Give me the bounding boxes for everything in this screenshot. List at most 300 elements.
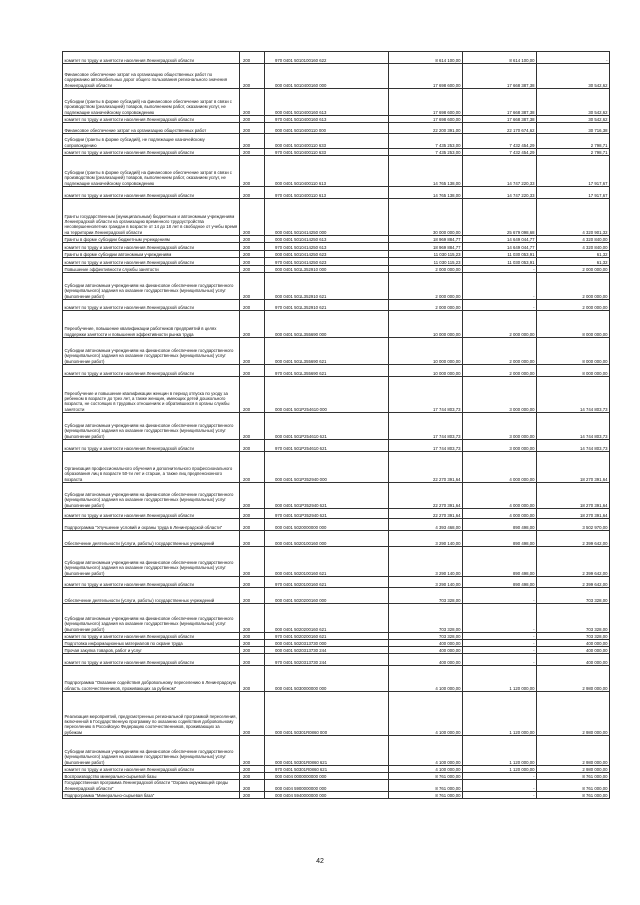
budget-classification-code-cell: 000 0401 5010400110 633 [265, 134, 389, 149]
executed-cell: - [463, 640, 537, 647]
line-code-cell: 200 [240, 666, 265, 692]
approved-budget-cell: 7 435 253,00 [389, 149, 463, 156]
table-row [63, 311, 610, 338]
budget-classification-code-cell: 000 0401 5010400160 000 [265, 64, 389, 89]
unexecuted-cell: 400 000,00 [537, 647, 610, 654]
approved-budget-cell: 400 000,00 [389, 647, 463, 654]
approved-budget-cell: 3 290 140,00 [389, 547, 463, 577]
unexecuted-cell: 14 744 803,73 [537, 440, 610, 452]
indicator-name-cell: Подпрограмма "Оказание содействия добровольному переселению в Ленинградскую область соотечественников, проживающих за рубежом" [63, 666, 240, 692]
unexecuted-cell: 2 980 000,00 [537, 666, 610, 692]
line-code-cell: 200 [240, 365, 265, 377]
executed-cell: 25 679 098,68 [463, 199, 537, 236]
indicator-name-cell: Подпрограмма "Улучшение условий и охраны труда в Ленинградской области" [63, 519, 240, 531]
approved-budget-cell: 8 761 000,00 [389, 773, 463, 780]
executed-cell: 3 000 000,00 [463, 413, 537, 440]
budget-classification-code-cell: 970 0401 5020200160 621 [265, 633, 389, 640]
executed-cell: 3 000 000,00 [463, 377, 537, 413]
executed-cell: 4 000 000,00 [463, 509, 537, 519]
budget-classification-code-cell: 970 0401 5010414250 623 [265, 258, 389, 266]
unexecuted-cell: 8 761 000,00 [537, 780, 610, 792]
executed-cell: 7 432 454,29 [463, 134, 537, 149]
indicator-name-cell: Финансовое обеспечение затрат на организацию общественных работ по содержанию автомобильных дорог общего пользования регионального значения Ленинградской области [63, 64, 240, 89]
indicator-name-cell: Гранты в форме субсидии бюджетным учреждениям [63, 236, 240, 243]
indicator-name-cell: Субсидии автономным учреждениям на финансовое обеспечение государственного (муниципального) задания на оказание государственных (муниципальных) услуг (выполнение работ) [63, 273, 240, 300]
indicator-name-cell: Прочая закупка товаров, работ и услуг [63, 647, 240, 654]
executed-cell: 17 668 387,38 [463, 116, 537, 123]
line-code-cell: 200 [240, 780, 265, 792]
unexecuted-cell: 8 000 000,00 [537, 365, 610, 377]
budget-execution-table [62, 51, 610, 799]
table-row [63, 134, 610, 149]
unexecuted-cell: 17 917,67 [537, 156, 610, 187]
table-row [63, 236, 610, 243]
approved-budget-cell: 7 435 253,00 [389, 134, 463, 149]
indicator-name-cell: комитет по труду и занятости населения Ленинградской области [63, 509, 240, 519]
table-row [63, 187, 610, 199]
budget-classification-code-cell: 000 0401 5020200160 621 [265, 604, 389, 633]
line-code-cell: 200 [240, 149, 265, 156]
indicator-name-cell: Подпрограмма "Минерально-сырьевая база" [63, 792, 240, 799]
approved-budget-cell: 703 328,00 [389, 588, 463, 604]
approved-budget-cell: 17 744 803,73 [389, 413, 463, 440]
table-row [63, 736, 610, 766]
budget-classification-code-cell: 000 0401 5020100160 621 [265, 547, 389, 577]
approved-budget-cell: 22 270 391,64 [389, 483, 463, 509]
table-row [63, 766, 610, 773]
table-row [63, 640, 610, 647]
executed-cell: - [463, 780, 537, 792]
line-code-cell: 200 [240, 377, 265, 413]
unexecuted-cell: 30 542,62 [537, 89, 610, 116]
table-row [63, 773, 610, 780]
unexecuted-cell: 4 320 901,32 [537, 199, 610, 236]
unexecuted-cell: 14 744 803,73 [537, 377, 610, 413]
executed-cell: - [463, 604, 537, 633]
executed-cell: 2 000 000,00 [463, 338, 537, 365]
budget-classification-code-cell: 000 0401 501L352910 000 [265, 266, 389, 273]
line-code-cell: 200 [240, 123, 265, 134]
line-code-cell: 200 [240, 440, 265, 452]
budget-classification-code-cell: 970 0401 5020100160 621 [265, 577, 389, 588]
unexecuted-cell: 4 320 840,00 [537, 243, 610, 251]
approved-budget-cell: 2 000 000,00 [389, 273, 463, 300]
executed-cell: 1 120 000,00 [463, 736, 537, 766]
line-code-cell: 200 [240, 89, 265, 116]
indicator-name-cell: комитет по труду и занятости населения Ленинградской области [63, 633, 240, 640]
unexecuted-cell: 61,32 [537, 258, 610, 266]
unexecuted-cell: 400 000,00 [537, 640, 610, 647]
budget-classification-code-cell: 000 0401 5020313730 244 [265, 647, 389, 654]
budget-classification-code-cell: 000 0401 5010400110 000 [265, 123, 389, 134]
approved-budget-cell: 8 614 100,00 [389, 52, 463, 64]
table-row [63, 531, 610, 547]
executed-cell: 14 649 044,77 [463, 243, 537, 251]
line-code-cell: 200 [240, 547, 265, 577]
approved-budget-cell: 11 030 115,23 [389, 258, 463, 266]
budget-classification-code-cell: 970 0401 501P352940 621 [265, 509, 389, 519]
table-row [63, 452, 610, 483]
budget-classification-code-cell: 000 0401 5020100160 000 [265, 531, 389, 547]
line-code-cell: 200 [240, 243, 265, 251]
indicator-name-cell: комитет по труду и занятости населения Ленинградской области [63, 52, 240, 64]
line-code-cell: 200 [240, 766, 265, 773]
indicator-name-cell: Субсидии автономным учреждениям на финансовое обеспечение государственного (муниципального) задания на оказание государственных (муниципальных) услуг (выполнение работ) [63, 736, 240, 766]
indicator-name-cell: комитет по труду и занятости населения Ленинградской области [63, 116, 240, 123]
indicator-name-cell: Субсидии автономным учреждениям на финансовое обеспечение государственного (муниципального) задания на оказание государственных (муниципальных) услуг (выполнение работ) [63, 547, 240, 577]
indicator-name-cell: комитет по труду и занятости населения Ленинградской области [63, 365, 240, 377]
line-code-cell: 200 [240, 577, 265, 588]
budget-classification-code-cell: 000 0401 50301R0860 621 [265, 736, 389, 766]
unexecuted-cell: 2 399 642,00 [537, 577, 610, 588]
budget-classification-code-cell: 970 0401 501L355690 621 [265, 365, 389, 377]
budget-classification-code-cell: 000 0404 0000000000 000 [265, 773, 389, 780]
line-code-cell: 200 [240, 187, 265, 199]
page-number: 42 [316, 858, 324, 865]
unexecuted-cell: 30 542,62 [537, 64, 610, 89]
unexecuted-cell: 2 399 642,00 [537, 531, 610, 547]
approved-budget-cell: 10 000 000,00 [389, 311, 463, 338]
line-code-cell: 200 [240, 792, 265, 799]
executed-cell: 890 498,00 [463, 577, 537, 588]
unexecuted-cell: 18 270 391,64 [537, 509, 610, 519]
budget-classification-code-cell: 000 0401 5030000000 000 [265, 666, 389, 692]
line-code-cell: 200 [240, 519, 265, 531]
unexecuted-cell: 400 000,00 [537, 654, 610, 666]
table-row [63, 273, 610, 300]
table-row [63, 604, 610, 633]
executed-cell: 4 000 000,00 [463, 452, 537, 483]
executed-cell: - [463, 773, 537, 780]
table-row [63, 266, 610, 273]
line-code-cell: 200 [240, 640, 265, 647]
unexecuted-cell: 18 270 391,64 [537, 483, 610, 509]
unexecuted-cell: - [537, 52, 610, 64]
line-code-cell: 200 [240, 199, 265, 236]
indicator-name-cell: комитет по труду и занятости населения Ленинградской области [63, 149, 240, 156]
budget-classification-code-cell: 970 0401 5010100160 622 [265, 52, 389, 64]
executed-cell: 14 649 044,77 [463, 236, 537, 243]
approved-budget-cell: 11 030 115,23 [389, 251, 463, 258]
line-code-cell: 200 [240, 156, 265, 187]
unexecuted-cell: 2 000 000,00 [537, 273, 610, 300]
budget-classification-code-cell: 970 0401 5010400110 633 [265, 149, 389, 156]
unexecuted-cell: 4 320 840,00 [537, 236, 610, 243]
unexecuted-cell: 2 000 000,00 [537, 266, 610, 273]
unexecuted-cell: 2 980 000,00 [537, 766, 610, 773]
approved-budget-cell: 703 328,00 [389, 604, 463, 633]
approved-budget-cell: 22 200 391,00 [389, 123, 463, 134]
line-code-cell: 200 [240, 452, 265, 483]
approved-budget-cell: 10 000 000,00 [389, 365, 463, 377]
approved-budget-cell: 4 100 000,00 [389, 736, 463, 766]
budget-classification-code-cell: 970 0401 5010400110 613 [265, 187, 389, 199]
table-body [63, 52, 610, 799]
line-code-cell: 200 [240, 692, 265, 736]
approved-budget-cell: 17 744 803,73 [389, 440, 463, 452]
indicator-name-cell: Субсидии автономным учреждениям на финансовое обеспечение государственного (муниципального) задания на оказание государственных (муниципальных) услуг (выполнение работ) [63, 413, 240, 440]
indicator-name-cell: Переобучение, повышение квалификации работников предприятий в целях поддержки занятости и повышения эффективности рынка труда [63, 311, 240, 338]
executed-cell: 14 747 220,33 [463, 156, 537, 187]
line-code-cell: 200 [240, 531, 265, 547]
table-row [63, 377, 610, 413]
table-row [63, 509, 610, 519]
line-code-cell: 200 [240, 483, 265, 509]
indicator-name-cell: Государственная программа Ленинградской области "Охрана окружающей среды Ленинградской области" [63, 780, 240, 792]
executed-cell: 1 120 000,00 [463, 766, 537, 773]
indicator-name-cell: Гранты государственным (муниципальным) бюджетным и автономным учреждениям Ленинградской области на организацию временного трудоустройства несовершеннолетних граждан в возрасте от 14 до 18 лет в свободное от учебы время на территории Ленинградской области [63, 199, 240, 236]
line-code-cell: 200 [240, 647, 265, 654]
line-code-cell: 200 [240, 413, 265, 440]
executed-cell: 22 170 674,62 [463, 123, 537, 134]
indicator-name-cell: Субсидии (гранты в форме субсидий), не подлежащие казначейскому сопровождению [63, 134, 240, 149]
budget-classification-code-cell: 000 0401 501L352910 621 [265, 273, 389, 300]
executed-cell: - [463, 273, 537, 300]
executed-cell: 890 498,00 [463, 531, 537, 547]
unexecuted-cell: 2 980 000,00 [537, 692, 610, 736]
table-row [63, 89, 610, 116]
budget-classification-code-cell: 000 0401 5010400110 613 [265, 156, 389, 187]
budget-classification-code-cell: 970 0401 5010414250 613 [265, 243, 389, 251]
budget-classification-code-cell: 000 0401 5010414250 613 [265, 236, 389, 243]
budget-classification-code-cell: 000 0401 501P352940 000 [265, 452, 389, 483]
table-row [63, 647, 610, 654]
table-row [63, 413, 610, 440]
table-row [63, 577, 610, 588]
budget-classification-code-cell: 000 0401 501P254610 621 [265, 413, 389, 440]
unexecuted-cell: 30 716,38 [537, 123, 610, 134]
indicator-name-cell: комитет по труду и занятости населения Ленинградской области [63, 440, 240, 452]
indicator-name-cell: комитет по труду и занятости населения Ленинградской области [63, 766, 240, 773]
executed-cell: 17 668 387,38 [463, 64, 537, 89]
table-row [63, 365, 610, 377]
executed-cell: - [463, 266, 537, 273]
line-code-cell: 200 [240, 116, 265, 123]
unexecuted-cell: 703 328,00 [537, 604, 610, 633]
approved-budget-cell: 17 698 600,00 [389, 89, 463, 116]
line-code-cell: 200 [240, 509, 265, 519]
executed-cell: 1 120 000,00 [463, 666, 537, 692]
budget-classification-code-cell: 000 0401 50301R0860 000 [265, 692, 389, 736]
unexecuted-cell: 18 270 391,64 [537, 452, 610, 483]
table-row [63, 633, 610, 640]
budget-classification-code-cell: 000 0404 5940000000 000 [265, 792, 389, 799]
unexecuted-cell: 8 761 000,00 [537, 773, 610, 780]
approved-budget-cell: 4 100 000,00 [389, 766, 463, 773]
indicator-name-cell: Гранты в форме субсидии автономным учреждениям [63, 251, 240, 258]
indicator-name-cell: Переобучение и повышение квалификации женщин в период отпуска по уходу за ребенком в возрасте до трех лет, а также женщин, имеющих детей дошкольного возраста, не состоящих в трудовых отношениях и обратившихся в органы службы занятости [63, 377, 240, 413]
approved-budget-cell: 3 290 140,00 [389, 577, 463, 588]
budget-classification-code-cell: 000 0401 501L355690 621 [265, 338, 389, 365]
executed-cell: 4 000 000,00 [463, 483, 537, 509]
unexecuted-cell: 17 917,67 [537, 187, 610, 199]
line-code-cell: 200 [240, 338, 265, 365]
line-code-cell: 200 [240, 273, 265, 300]
line-code-cell: 200 [240, 236, 265, 243]
budget-classification-code-cell: 000 0401 5010414250 623 [265, 251, 389, 258]
budget-classification-code-cell: 970 0401 50301R0860 621 [265, 766, 389, 773]
indicator-name-cell: Субсидии автономным учреждениям на финансовое обеспечение государственного (муниципального) задания на оказание государственных (муниципальных) услуг (выполнение работ) [63, 483, 240, 509]
executed-cell: 11 030 053,91 [463, 258, 537, 266]
indicator-name-cell: Финансовое обеспечение затрат на организацию общественных работ [63, 123, 240, 134]
table-row [63, 156, 610, 187]
indicator-name-cell: Обеспечение деятельности (услуги, работы) государственных учреждений [63, 588, 240, 604]
executed-cell: - [463, 300, 537, 311]
indicator-name-cell: комитет по труду и занятости населения Ленинградской области [63, 300, 240, 311]
table-row [63, 243, 610, 251]
approved-budget-cell: 8 761 000,00 [389, 780, 463, 792]
unexecuted-cell: 2 980 000,00 [537, 736, 610, 766]
indicator-name-cell: Реализация мероприятий, предусмотренных региональной программой переселения, включенной в Государственную программу по оказанию содействия добровольному переселению в Российскую Федерацию соотечественников, проживающих за рубежом [63, 692, 240, 736]
executed-cell: 8 614 100,00 [463, 52, 537, 64]
approved-budget-cell: 4 100 000,00 [389, 666, 463, 692]
line-code-cell: 200 [240, 633, 265, 640]
approved-budget-cell: 14 765 138,00 [389, 156, 463, 187]
budget-classification-code-cell: 000 0401 5010400160 613 [265, 89, 389, 116]
executed-cell: - [463, 654, 537, 666]
executed-cell: 2 000 000,00 [463, 311, 537, 338]
table-row [63, 258, 610, 266]
table-row [63, 440, 610, 452]
line-code-cell: 200 [240, 251, 265, 258]
line-code-cell: 200 [240, 604, 265, 633]
table-row [63, 251, 610, 258]
executed-cell: 11 030 053,91 [463, 251, 537, 258]
executed-cell: 890 498,00 [463, 519, 537, 531]
table-row [63, 483, 610, 509]
unexecuted-cell: 703 328,00 [537, 588, 610, 604]
approved-budget-cell: 17 744 803,73 [389, 377, 463, 413]
line-code-cell: 200 [240, 266, 265, 273]
approved-budget-cell: 4 393 468,00 [389, 519, 463, 531]
unexecuted-cell: 3 502 970,00 [537, 519, 610, 531]
line-code-cell: 200 [240, 654, 265, 666]
table-row [63, 199, 610, 236]
table-row [63, 692, 610, 736]
indicator-name-cell: Субсидии автономным учреждениям на финансовое обеспечение государственного (муниципального) задания на оказание государственных (муниципальных) услуг (выполнение работ) [63, 604, 240, 633]
table-row [63, 123, 610, 134]
table-row [63, 149, 610, 156]
approved-budget-cell: 22 270 391,64 [389, 509, 463, 519]
indicator-name-cell: комитет по труду и занятости населения Ленинградской области [63, 258, 240, 266]
table-row [63, 780, 610, 792]
table-row [63, 52, 610, 64]
indicator-name-cell: Субсидии автономным учреждениям на финансовое обеспечение государственного (муниципального) задания на оказание государственных (муниципальных) услуг (выполнение работ) [63, 338, 240, 365]
table-row [63, 338, 610, 365]
approved-budget-cell: 17 698 600,00 [389, 64, 463, 89]
indicator-name-cell: Воспроизводство минерально-сырьевой базы [63, 773, 240, 780]
table-row [63, 654, 610, 666]
approved-budget-cell: 14 765 138,00 [389, 187, 463, 199]
executed-cell: 890 498,00 [463, 547, 537, 577]
approved-budget-cell: 2 000 000,00 [389, 266, 463, 273]
indicator-name-cell: Повышение эффективности службы занятости [63, 266, 240, 273]
approved-budget-cell: 8 761 000,00 [389, 792, 463, 799]
executed-cell: 7 432 454,29 [463, 149, 537, 156]
line-code-cell: 200 [240, 52, 265, 64]
line-code-cell: 200 [240, 311, 265, 338]
approved-budget-cell: 17 698 600,00 [389, 116, 463, 123]
unexecuted-cell: 2 399 642,00 [537, 547, 610, 577]
line-code-cell: 200 [240, 258, 265, 266]
indicator-name-cell: комитет по труду и занятости населения Ленинградской области [63, 577, 240, 588]
budget-classification-code-cell: 970 0401 5010400160 613 [265, 116, 389, 123]
budget-classification-code-cell: 000 0401 5020000000 000 [265, 519, 389, 531]
table-row [63, 116, 610, 123]
budget-classification-code-cell: 000 0401 5020200160 000 [265, 588, 389, 604]
line-code-cell: 200 [240, 736, 265, 766]
line-code-cell: 200 [240, 588, 265, 604]
budget-classification-code-cell: 000 0404 5900000000 000 [265, 780, 389, 792]
indicator-name-cell: Субсидии (гранты в форме субсидий) на финансовое обеспечение затрат в связи с производством (реализацией) товаров, выполнением работ, оказанием услуг, не подлежащие казначейскому сопровождению [63, 156, 240, 187]
indicator-name-cell: Обеспечение деятельности (услуги, работы) государственных учреждений [63, 531, 240, 547]
indicator-name-cell: Подготовка информационных материалов по охране труда [63, 640, 240, 647]
unexecuted-cell: 30 542,62 [537, 116, 610, 123]
executed-cell: - [463, 647, 537, 654]
unexecuted-cell: 8 000 000,00 [537, 338, 610, 365]
unexecuted-cell: 703 328,00 [537, 633, 610, 640]
line-code-cell: 200 [240, 64, 265, 89]
executed-cell: 14 747 220,33 [463, 187, 537, 199]
unexecuted-cell: 2 798,71 [537, 134, 610, 149]
table-row [63, 300, 610, 311]
approved-budget-cell: 400 000,00 [389, 640, 463, 647]
indicator-name-cell: комитет по труду и занятости населения Ленинградской области [63, 243, 240, 251]
approved-budget-cell: 2 000 000,00 [389, 300, 463, 311]
executed-cell: 3 000 000,00 [463, 440, 537, 452]
approved-budget-cell: 3 290 140,00 [389, 531, 463, 547]
indicator-name-cell: Субсидии (гранты в форме субсидий) на финансовое обеспечение затрат в связи с производством (реализацией) товаров, выполнением работ, оказанием услуг, не подлежащие казначейскому сопровождению [63, 89, 240, 116]
executed-cell: - [463, 588, 537, 604]
unexecuted-cell: 8 000 000,00 [537, 311, 610, 338]
table-row [63, 666, 610, 692]
executed-cell: 1 120 000,00 [463, 692, 537, 736]
budget-classification-code-cell: 000 0401 501L355690 000 [265, 311, 389, 338]
line-code-cell: 200 [240, 773, 265, 780]
table-row [63, 792, 610, 799]
unexecuted-cell: 14 744 803,73 [537, 413, 610, 440]
approved-budget-cell: 10 000 000,00 [389, 338, 463, 365]
approved-budget-cell: 703 328,00 [389, 633, 463, 640]
budget-classification-code-cell: 970 0401 5020313730 244 [265, 654, 389, 666]
approved-budget-cell: 30 000 000,00 [389, 199, 463, 236]
budget-classification-code-cell: 000 0401 5010414250 000 [265, 199, 389, 236]
approved-budget-cell: 400 000,00 [389, 654, 463, 666]
unexecuted-cell: 2 798,71 [537, 149, 610, 156]
table-row [63, 519, 610, 531]
indicator-name-cell: комитет по труду и занятости населения Ленинградской области [63, 187, 240, 199]
budget-classification-code-cell: 970 0401 501L352910 621 [265, 300, 389, 311]
approved-budget-cell: 18 969 884,77 [389, 243, 463, 251]
executed-cell: - [463, 792, 537, 799]
table-row [63, 547, 610, 577]
executed-cell: 17 668 387,38 [463, 89, 537, 116]
indicator-name-cell: Организация профессионального обучения и дополнительного профессионального образования лиц в возрасте 50-ти лет и старше, а также лиц предпенсионного возраста [63, 452, 240, 483]
budget-classification-code-cell: 000 0401 501P352940 621 [265, 483, 389, 509]
executed-cell: - [463, 633, 537, 640]
budget-classification-code-cell: 970 0401 501P254610 621 [265, 440, 389, 452]
line-code-cell: 200 [240, 300, 265, 311]
approved-budget-cell: 4 100 000,00 [389, 692, 463, 736]
executed-cell: 2 000 000,00 [463, 365, 537, 377]
budget-classification-code-cell: 000 0401 501P254610 000 [265, 377, 389, 413]
table-row [63, 588, 610, 604]
approved-budget-cell: 18 969 884,77 [389, 236, 463, 243]
budget-classification-code-cell: 000 0401 5020313730 000 [265, 640, 389, 647]
table-row [63, 64, 610, 89]
indicator-name-cell: комитет по труду и занятости населения Ленинградской области [63, 654, 240, 666]
line-code-cell: 200 [240, 134, 265, 149]
